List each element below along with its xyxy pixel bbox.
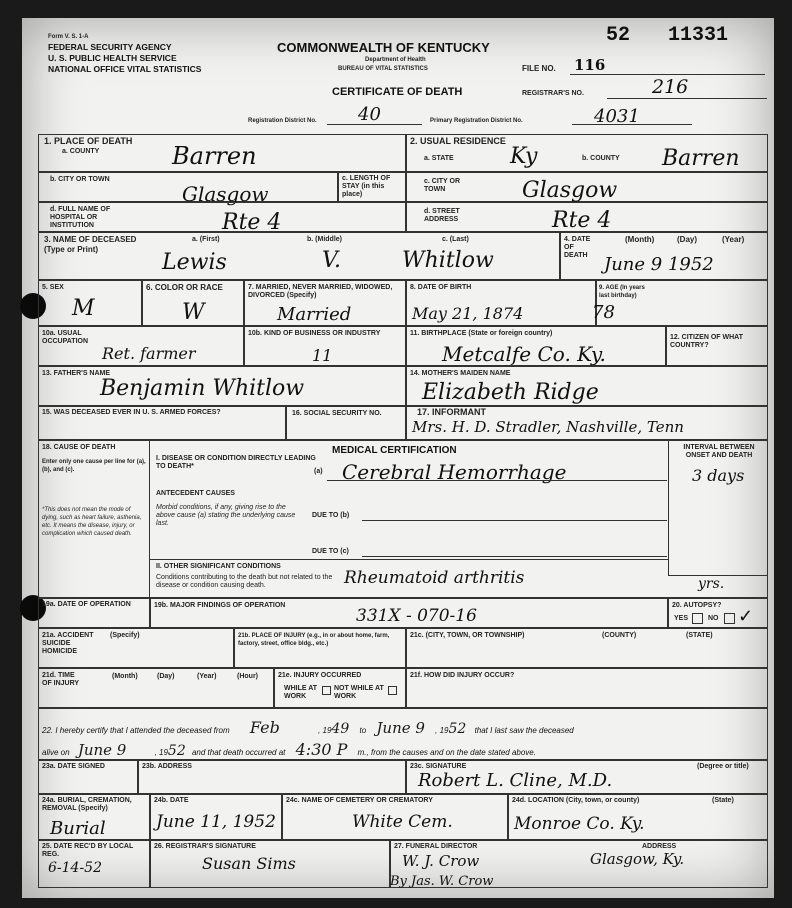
operation-date-label: 19a. DATE OF OPERATION <box>42 601 131 608</box>
middle-label: b. (Middle) <box>307 236 342 243</box>
disease-label: I. DISEASE OR CONDITION DIRECTLY LEADING TO DEATH* <box>156 455 316 470</box>
findings-label: 19b. MAJOR FINDINGS OF OPERATION <box>154 602 286 609</box>
certify-text-3: and that death occurred at <box>191 748 286 757</box>
place-of-death-label: 1. PLACE OF DEATH <box>44 136 133 146</box>
city-label: b. CITY OR TOWN <box>50 176 110 183</box>
residence-street: Rte 4 <box>552 208 612 233</box>
interval-label: INTERVAL BETWEEN ONSET AND DEATH <box>683 444 755 459</box>
burial-date: June 11, 1952 <box>156 812 276 832</box>
hospital: Rte 4 <box>222 210 282 235</box>
attended-to: June 9 <box>376 719 425 737</box>
date-signed-label: 23a. DATE SIGNED <box>42 763 105 770</box>
rule <box>327 124 422 125</box>
death-time: 4:30 P <box>295 740 348 759</box>
certify-text-2: that I last saw the deceased <box>474 726 574 735</box>
date-received: 6-14-52 <box>48 860 102 876</box>
inj-year-label: (Year) <box>197 673 217 680</box>
res-city-label: c. CITY OR TOWN <box>424 178 461 193</box>
length-of-stay-label: c. LENGTH OF STAY (in this place) <box>342 175 391 198</box>
deceased-middle-name: V. <box>322 248 342 273</box>
form-number: Form V. S. 1-A <box>48 34 89 40</box>
interval-a: 3 days <box>692 466 745 485</box>
registrar-signature-label: 26. REGISTRAR'S SIGNATURE <box>154 843 256 850</box>
due-to-c-label: DUE TO (c) <box>312 548 349 555</box>
birthplace-label: 11. BIRTHPLACE (State or foreign country) <box>410 330 553 337</box>
reg-district: 40 <box>358 104 381 125</box>
file-no: 116 <box>574 56 606 74</box>
primary-district-label: Primary Registration District No. <box>430 118 523 124</box>
res-county-label: b. COUNTY <box>582 155 620 162</box>
alive-on-year: 52 <box>167 743 186 759</box>
injury-time-label: 21d. TIME OF INJURY <box>42 672 80 687</box>
certification-text-2: alive on June 9 , 1952 and that death occurred at 4:30 P m., from the causes and on the date stated above. <box>42 740 536 759</box>
rule <box>150 559 668 560</box>
rule <box>570 74 765 75</box>
burial-label: 24a. BURIAL, CREMATION, REMOVAL (Specify) <box>42 797 132 812</box>
yes-label: YES <box>674 615 689 622</box>
cert-number: 11331 <box>668 24 729 47</box>
autopsy-no-box[interactable] <box>724 613 735 624</box>
citizen-label: 12. CITIZEN OF WHAT COUNTRY? <box>670 334 743 349</box>
no-label: NO <box>708 615 719 622</box>
date-of-birth: May 21, 1874 <box>412 304 524 323</box>
deceased-last-name: Whitlow <box>402 248 494 273</box>
date-received-label: 25. DATE REC'D BY LOCAL REG. <box>42 843 134 858</box>
rule <box>607 98 767 99</box>
antecedent-label: ANTECEDENT CAUSES <box>156 490 235 497</box>
funeral-director-label: 27. FUNERAL DIRECTOR <box>394 843 478 850</box>
funeral-address-label: ADDRESS <box>642 843 677 850</box>
rule <box>327 480 667 481</box>
file-no-label: FILE NO. <box>522 64 556 73</box>
color-race: W <box>182 300 205 325</box>
specify-label: (Specify) <box>110 632 140 639</box>
marital-label: 7. MARRIED, NEVER MARRIED, WIDOWED, DIVORCED (Specify) <box>248 284 393 299</box>
cert-number-prefix: 52 <box>606 24 631 47</box>
marital-status: Married <box>277 304 352 325</box>
rule <box>572 124 692 125</box>
cause-code: 331X - 070-16 <box>356 606 477 626</box>
signature-label: 23c. SIGNATURE <box>410 763 467 770</box>
funeral-director: W. J. Crow <box>402 852 480 870</box>
last-label: c. (Last) <box>442 236 469 243</box>
medical-title: MEDICAL CERTIFICATION <box>332 445 457 456</box>
state-title: COMMONWEALTH OF KENTUCKY <box>277 40 490 55</box>
cause-instructions: Enter only one cause per line for (a), (b), and (c). <box>42 459 146 473</box>
attended-from: Feb <box>249 718 280 737</box>
informant-label: 17. INFORMANT <box>417 407 487 417</box>
age-label: 9. AGE (In years last birthday) <box>599 285 645 299</box>
sex-label: 5. SEX <box>42 284 64 291</box>
burial-state-label: (State) <box>712 797 734 804</box>
name-label: 3. NAME OF DECEASED (Type or Print) <box>44 235 137 254</box>
death-city: Glasgow <box>182 182 269 206</box>
certificate-title: CERTIFICATE OF DEATH <box>332 86 463 98</box>
rule <box>362 520 667 521</box>
cemetery: White Cem. <box>352 812 453 832</box>
autopsy-check-mark: ✓ <box>738 606 754 627</box>
injury-city-label: 21c. (CITY, TOWN, OR TOWNSHIP) <box>410 632 525 639</box>
autopsy-label: 20. AUTOPSY? <box>672 602 722 609</box>
funeral-director-by: By Jas. W. Crow <box>390 874 494 889</box>
informant: Mrs. H. D. Stradler, Nashville, Tenn <box>412 418 684 436</box>
while-at-work-box[interactable] <box>322 686 331 695</box>
certify-text-4: m., from the causes and on the date stated above. <box>357 748 536 757</box>
other-conditions: Rheumatoid arthritis <box>344 568 525 588</box>
first-label: a. (First) <box>192 236 220 243</box>
residence-label: 2. USUAL RESIDENCE <box>410 136 506 146</box>
father-name: Benjamin Whitlow <box>100 376 305 401</box>
agency-line: NATIONAL OFFICE VITAL STATISTICS <box>48 64 202 74</box>
other-conditions-text: Conditions contributing to the death but not related to the disease or condition causing death. <box>156 574 333 589</box>
date-of-death: June 9 1952 <box>604 254 714 275</box>
agency-line: FEDERAL SECURITY AGENCY <box>48 42 172 52</box>
inj-hour-label: (Hour) <box>237 673 258 680</box>
funeral-address: Glasgow, Ky. <box>590 850 685 868</box>
injury-state-label: (STATE) <box>686 632 713 639</box>
injury-place-label: 21b. PLACE OF INJURY (e.g., in or about home, farm, factory, street, office bldg., etc.) <box>238 633 390 647</box>
year-label: (Year) <box>722 235 745 244</box>
res-street-label: d. STREET ADDRESS <box>424 208 460 223</box>
mother-name: Elizabeth Ridge <box>422 380 599 405</box>
rule <box>362 556 667 557</box>
physician-signature: Robert L. Cline, M.D. <box>418 770 613 791</box>
primary-district: 4031 <box>594 106 640 127</box>
reg-district-label: Registration District No. <box>248 118 317 124</box>
color-label: 6. COLOR OR RACE <box>146 283 223 292</box>
ssn-label: 16. SOCIAL SECURITY NO. <box>292 410 382 417</box>
occupation: Ret. farmer <box>102 344 196 363</box>
burial-date-label: 24b. DATE <box>154 797 189 804</box>
dob-label: 8. DATE OF BIRTH <box>410 284 472 291</box>
accident-label: 21a. ACCIDENT SUICIDE HOMICIDE <box>42 632 94 655</box>
burial-location-label: 24d. LOCATION (City, town, or county) <box>512 797 640 804</box>
veteran-label: 15. WAS DECEASED EVER IN U. S. ARMED FORCES? <box>42 409 221 416</box>
business: 11 <box>312 346 333 365</box>
registrar-no: 216 <box>652 76 689 98</box>
not-at-work-box[interactable] <box>388 686 397 695</box>
cause-label: 18. CAUSE OF DEATH <box>42 444 116 451</box>
interval-cell <box>668 440 768 576</box>
other-conditions-label: II. OTHER SIGNIFICANT CONDITIONS <box>156 563 281 570</box>
degree-label: (Degree or title) <box>697 763 749 770</box>
not-at-work-label: NOT WHILE AT WORK <box>334 685 384 700</box>
cemetery-label: 24c. NAME OF CEMETERY OR CREMATORY <box>286 797 433 804</box>
department: Department of Health <box>365 57 426 63</box>
other-interval: yrs. <box>698 576 725 592</box>
certify-text-1: 22. I hereby certify that I attended the deceased from <box>42 726 230 735</box>
county-label: a. COUNTY <box>62 148 100 155</box>
alive-on-label: alive on <box>42 748 70 757</box>
date-of-death-label: 4. DATE OF DEATH <box>564 236 591 259</box>
death-certificate <box>22 18 774 898</box>
residence-city: Glasgow <box>522 178 618 203</box>
attended-to-year: 52 <box>448 721 467 737</box>
occupation-label: 10a. USUAL OCCUPATION <box>42 330 89 345</box>
to-label: to <box>359 726 367 735</box>
while-at-work-label: WHILE AT WORK <box>284 685 318 700</box>
business-label: 10b. KIND OF BUSINESS OR INDUSTRY <box>248 330 381 337</box>
sex: M <box>72 296 95 321</box>
disposition: Burial <box>50 818 106 839</box>
due-to-b-label: DUE TO (b) <box>312 512 350 519</box>
father-label: 13. FATHER'S NAME <box>42 370 111 377</box>
birthplace: Metcalfe Co. Ky. <box>442 342 606 366</box>
injury-how-label: 21f. HOW DID INJURY OCCUR? <box>410 672 515 679</box>
mode-note: *This does not mean the mode of dying, such as heart failure, asthenia, etc. It means the disease, injury, or complication which caused death. <box>42 507 142 537</box>
alive-on: June 9 <box>77 741 127 759</box>
age: 78 <box>592 302 615 323</box>
cause-a: Cerebral Hemorrhage <box>342 460 567 484</box>
injury-occurred-label: 21e. INJURY OCCURRED <box>278 672 362 679</box>
residence-county: Barren <box>662 146 740 171</box>
bureau: BUREAU OF VITAL STATISTICS <box>338 66 428 72</box>
inj-day-label: (Day) <box>157 673 175 680</box>
day-label: (Day) <box>677 235 698 244</box>
agency-block <box>48 42 268 75</box>
registrar-signature: Susan Sims <box>202 854 296 873</box>
registrar-no-label: REGISTRAR'S NO. <box>522 90 584 97</box>
state-label: a. STATE <box>424 155 454 162</box>
residence-state: Ky <box>510 144 538 169</box>
agency-line: U. S. PUBLIC HEALTH SERVICE <box>48 53 177 63</box>
death-county: Barren <box>172 142 257 170</box>
line-a-marker: (a) <box>314 468 323 475</box>
injury-county-label: (COUNTY) <box>602 632 637 639</box>
hospital-label: d. FULL NAME OF HOSPITAL OR INSTITUTION <box>50 206 111 229</box>
month-label: (Month) <box>625 235 655 244</box>
mother-label: 14. MOTHER'S MAIDEN NAME <box>410 370 511 377</box>
certification-text: 22. I hereby certify that I attended the deceased from Feb , 1949 to June 9 , 1952 that I last saw the deceased <box>42 718 574 737</box>
inj-month-label: (Month) <box>112 673 138 680</box>
deceased-first-name: Lewis <box>162 250 227 275</box>
burial-location: Monroe Co. Ky. <box>514 814 645 834</box>
attended-from-year: 49 <box>331 721 350 737</box>
certifier-address-label: 23b. ADDRESS <box>142 763 192 770</box>
morbid-text: Morbid conditions, if any, giving rise to the above cause (a) stating the underlying cause last. <box>156 504 296 527</box>
autopsy-yes-box[interactable] <box>692 613 703 624</box>
